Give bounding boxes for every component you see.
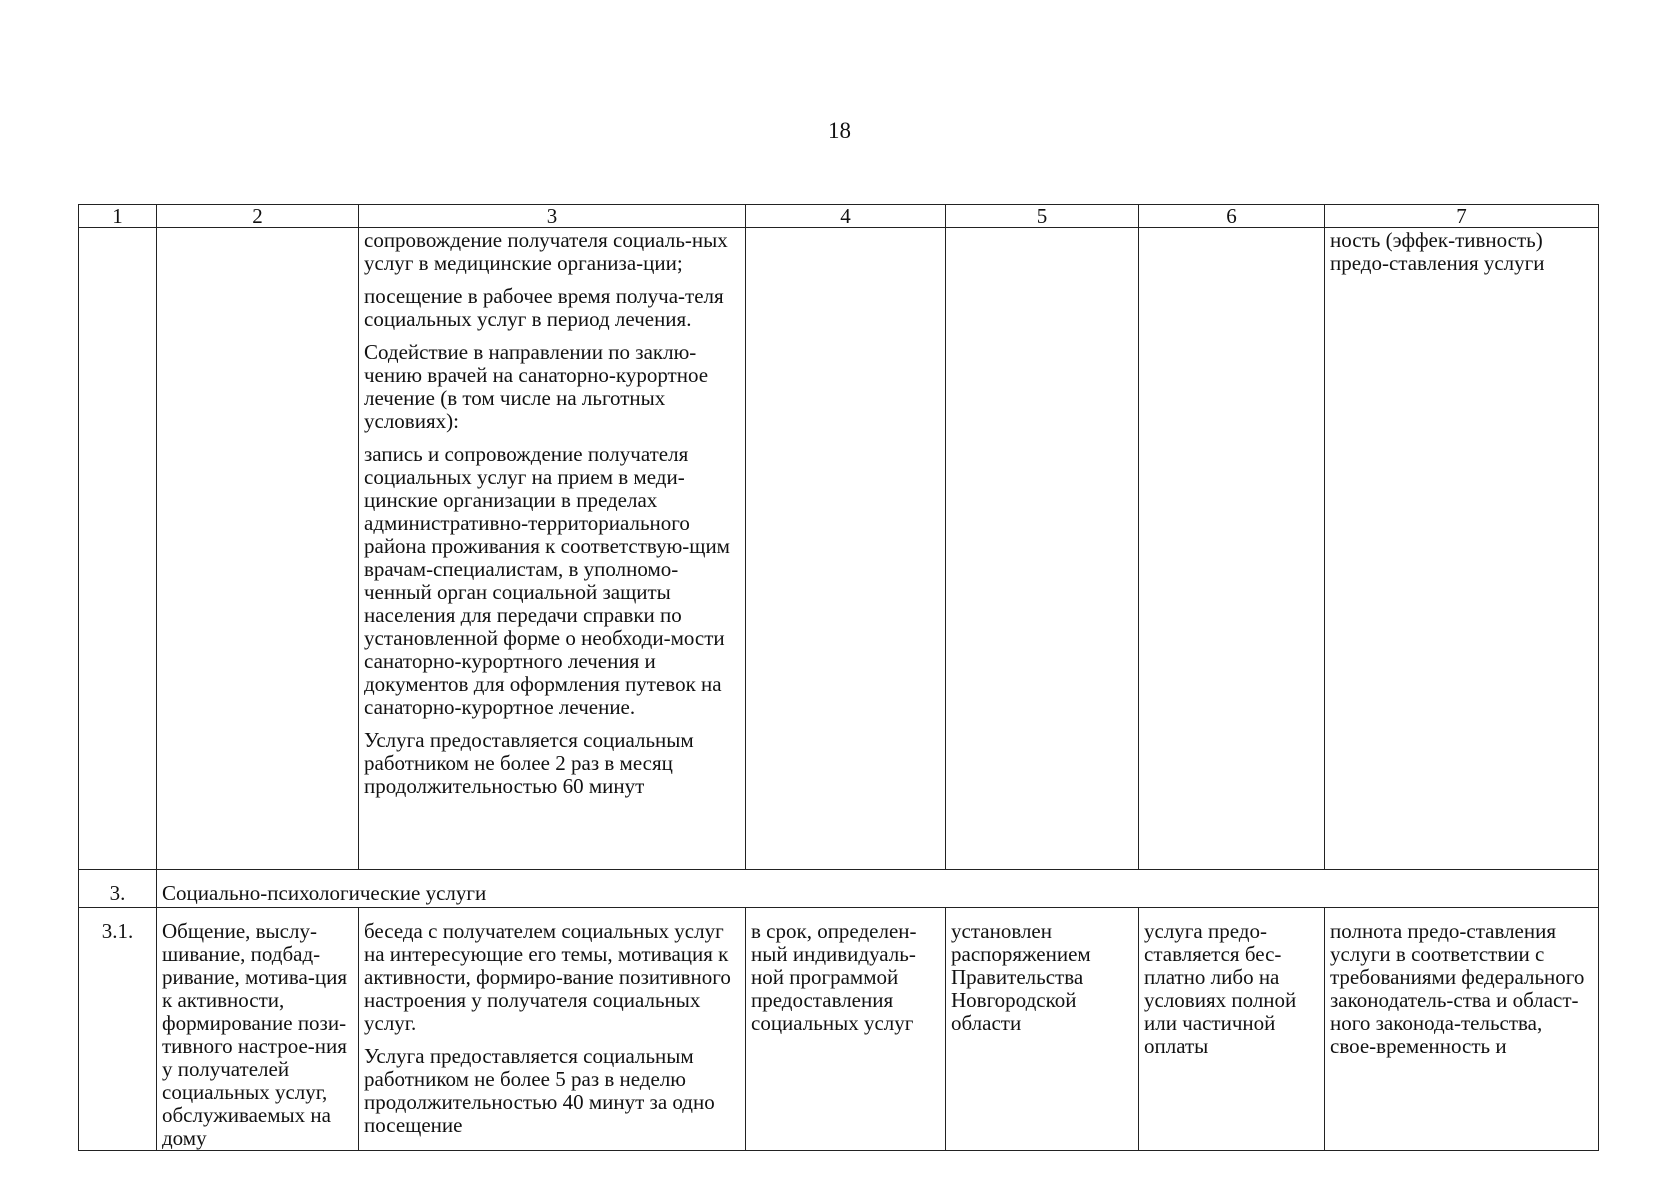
section-row xyxy=(79,870,1599,908)
column-number: 7 xyxy=(1325,205,1599,228)
description-paragraph: посещение в рабочее время получа-теля социальных услуг в период лечения. xyxy=(364,284,724,331)
description-paragraph: запись и сопровождение получателя социальных услуг на прием в меди-цинские организации в пределах административно-территориального района проживания к соответствую-щим врачам-специалистам, в уполномо-ченный орган социальной защиты населения для передачи справки по установленной форме о необходи-мости санаторно-курортного лечения и документов для оформления путевок на санаторно-курортное лечение. xyxy=(364,442,730,719)
quality-cell: полнота предо-ставления услуги в соответствии с требованиями федерального законодатель-ства и област-ного законода-тельства, свое-временность и xyxy=(1325,908,1599,1151)
column-number: 1 xyxy=(79,205,157,228)
description-paragraph: беседа с получателем социальных услуг на интересующие его темы, мотивация к активности, формиро-вание позитивного настроения у получателя социальных услуг. xyxy=(364,919,731,1035)
service-description-cell xyxy=(359,228,746,870)
continued-service-row xyxy=(79,228,1599,870)
tariff-cell xyxy=(946,228,1139,870)
column-number-row xyxy=(79,205,1599,228)
quality-cell: ность (эффек-тивность) предо-ставления услуги xyxy=(1325,228,1599,870)
service-description-cell xyxy=(359,908,746,1151)
term-cell: в срок, определен-ный индивидуаль-ной программой предоставления социальных услуг xyxy=(746,908,946,1151)
column-number: 2 xyxy=(157,205,359,228)
row-number-cell xyxy=(79,228,157,870)
section-number: 3. xyxy=(79,870,157,908)
section-title: Социально-психологические услуги xyxy=(157,870,1599,908)
page-number: 18 xyxy=(828,118,851,143)
description-paragraph: Услуга предоставляется социальным работником не более 5 раз в неделю продолжительностью 40 минут за одно посещение xyxy=(364,1044,715,1137)
column-number: 5 xyxy=(946,205,1139,228)
service-name-cell xyxy=(157,228,359,870)
column-number: 6 xyxy=(1139,205,1325,228)
tariff-cell: установлен распоряжением Правительства Новгородской области xyxy=(946,908,1139,1151)
service-row-3-1 xyxy=(79,908,1599,1151)
column-number: 4 xyxy=(746,205,946,228)
description-paragraph: сопровождение получателя социаль-ных услуг в медицинские организа-ции; xyxy=(364,228,728,275)
service-name-cell: Общение, выслу-шивание, подбад-ривание, мотива-ция к активности, формирование пози-тивного настрое-ния у получателей социальных услуг, обслуживаемых на дому xyxy=(157,908,359,1151)
services-table xyxy=(78,204,1599,1151)
column-number: 3 xyxy=(359,205,746,228)
term-cell xyxy=(746,228,946,870)
description-paragraph: Услуга предоставляется социальным работником не более 2 раз в месяц продолжительностью 60 минут xyxy=(364,728,694,798)
payment-cell: услуга предо-ставляется бес-платно либо на условиях полной или частичной оплаты xyxy=(1139,908,1325,1151)
row-number-cell: 3.1. xyxy=(79,908,157,1151)
description-paragraph: Содействие в направлении по заклю-чению врачей на санаторно-курортное лечение (в том числе на льготных условиях): xyxy=(364,340,709,433)
payment-cell xyxy=(1139,228,1325,870)
